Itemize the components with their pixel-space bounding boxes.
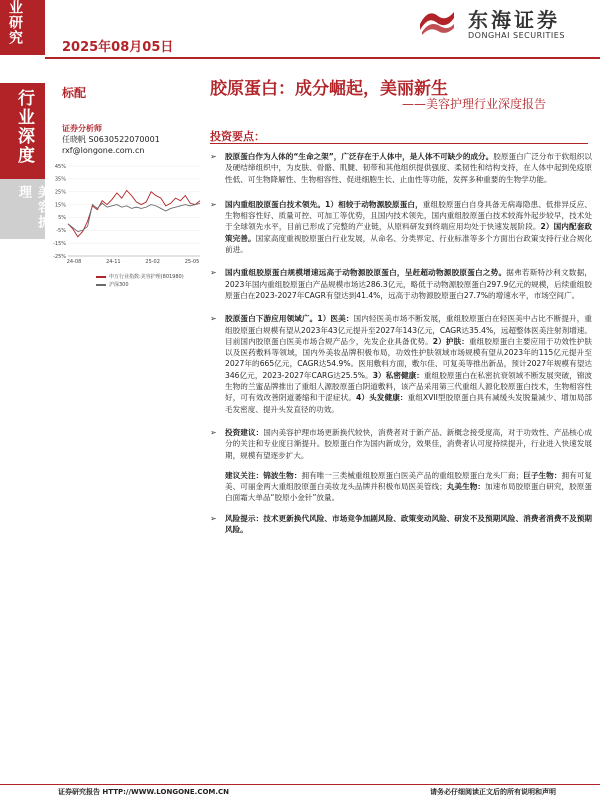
point-technology bbox=[210, 199, 592, 255]
header-divider bbox=[45, 57, 600, 59]
point-bold: 风险提示：技术更新换代风险、市场竞争加剧风险、政策变动风险、研发不及预期风险、消费者消费不及预期风险。 bbox=[225, 513, 592, 535]
point-text: 重组胶原蛋白自身具备无病毒隐患、低排异反应、生物相容性好、质量可控、可加工等优势，且国内技术领先，国内重组胶原蛋白技术较海外起步较早，技术处于全球领先水平，目前已形成了完整的产业链，从原料研发到终端应用均处于快速发展阶段。 bbox=[225, 199, 593, 232]
point-text: 据弗若斯特沙利文数据，2023年国内重组胶原蛋白产品规模市场达286.3亿元，略低于动物源胶原蛋白297.9亿元的规模，后续重组胶原蛋白在2023-2027年CAGR有望达到41.4%，远高于动物源胶原蛋白27.7%的增速水平，市场空间广。 bbox=[225, 268, 593, 300]
y-tick-label: 25% bbox=[54, 189, 66, 196]
index-performance-chart bbox=[48, 158, 208, 268]
logo-english-name: DONGHAI SECURITIES bbox=[468, 31, 565, 40]
point-definition bbox=[210, 151, 592, 185]
y-tick-label: 5% bbox=[58, 215, 66, 222]
sidebar-category-label: 行业深度 bbox=[14, 89, 34, 165]
point-text: 国内轻医美市场不断发展，重组胶原蛋白在轻医美中占比不断提升，重组胶原蛋白规模有望从2023年43亿元提升至2027年143亿元，CAGR达35.4%，远超整体医美注射剂增速。目前国内胶原蛋白医美市场合规产品少，先发企业具备优势。 bbox=[225, 314, 592, 346]
x-tick-label: 24-08 bbox=[66, 259, 82, 265]
y-tick-label: 35% bbox=[54, 176, 66, 183]
report-title: 胶原蛋白：成分崛起，美丽新生 bbox=[210, 79, 448, 99]
chart-legend bbox=[96, 273, 184, 289]
legend-swatch-industry bbox=[96, 276, 106, 278]
y-tick-label: 45% bbox=[54, 163, 66, 170]
point-text-3: 加速布局胶原蛋白研究，胶原蛋白面霜大单品“胶原小金针”放量。 bbox=[225, 482, 593, 503]
point-investment-advice bbox=[210, 427, 592, 461]
y-tick-label: 15% bbox=[54, 202, 66, 209]
industry-rating: 标配 bbox=[62, 86, 87, 100]
point-recommended-stocks bbox=[210, 470, 592, 504]
key-points-list bbox=[210, 151, 592, 535]
x-tick-label: 25-02 bbox=[145, 259, 160, 265]
analyst-email[interactable]: rxf@longone.com.cn bbox=[62, 146, 145, 155]
point-text: 拥有唯一三类械重组胶原蛋白医美产品的重组胶原蛋白龙头厂商； bbox=[301, 470, 524, 480]
point-bold: 国内重组胶原蛋白技术领先。1）相较于动物源胶原蛋白， bbox=[225, 199, 423, 209]
point-bold-2: 2）护肤： bbox=[432, 336, 469, 346]
point-text-2: 国家高度重视胶原蛋白行业发展，从命名、分类界定、行业标准等多个方面出台政策支持行业合规化前进。 bbox=[225, 233, 593, 255]
bullet-arrow-icon: ➢ bbox=[210, 314, 217, 324]
legend-label-industry: 申万行业指数:美容护理(801980) bbox=[109, 274, 184, 280]
legend-label-hs300: 沪深300 bbox=[109, 282, 129, 288]
y-tick-label: -5% bbox=[56, 228, 66, 235]
legend-swatch-hs300 bbox=[96, 284, 106, 286]
footer-divider bbox=[0, 784, 600, 785]
point-bold: 胶原蛋白下游应用领域广。1）医美： bbox=[225, 314, 354, 324]
x-tick-label: 25-05 bbox=[184, 259, 200, 265]
point-text-4: 重组XVII型胶原蛋白具有减缓头发脱量减少、增加局部毛发密度、提升头发直径的功效。 bbox=[225, 393, 592, 414]
sidebar-top-tab bbox=[0, 0, 45, 55]
point-market-size bbox=[210, 267, 592, 301]
y-tick-label: -15% bbox=[53, 240, 66, 247]
point-bold-2: 巨子生物： bbox=[523, 470, 562, 480]
sidebar-subcategory-label: 美容护理 bbox=[16, 185, 50, 230]
point-bold: 建议关注：锦波生物： bbox=[225, 470, 302, 480]
y-tick-label: -25% bbox=[53, 253, 66, 260]
key-points-divider bbox=[210, 143, 588, 144]
point-text: 国内美容护理市场更新换代较快，消费者对于新产品、新概念接受度高，对于功效性、产品核心成分的关注和专业度日渐提升。胶原蛋白作为国内新成分，效果佳，消费者认可度持续提升，行业进入快速发展期，规模有望逐步扩大。 bbox=[225, 427, 592, 460]
point-bold: 国内重组胶原蛋白规模增速远高于动物源胶原蛋白，呈赶超动物源胶原蛋白之势。 bbox=[225, 268, 507, 278]
legend-item-industry bbox=[96, 273, 184, 281]
analyst-label: 证券分析师 bbox=[62, 124, 102, 133]
bullet-arrow-icon: ➢ bbox=[210, 427, 217, 437]
logo-chinese-name: 东海证券 bbox=[468, 8, 560, 32]
point-text: 胶原蛋白广泛分布于软组织以及硬结缔组织中，为皮肤、骨骼、肌腱、韧带和其他组织提供强度、柔韧性和结构支持，在人体中起到免疫原性低、可生物降解性、生物相容性、促进细胞生长、止血性等功能，发挥多种重要的生物学功能。 bbox=[225, 152, 592, 184]
legend-item-hs300 bbox=[96, 281, 184, 289]
point-bold-2: 2）国内配套政策完善。 bbox=[225, 222, 592, 243]
point-bold: 投资建议： bbox=[225, 427, 264, 437]
footer-website[interactable]: 证券研究报告 HTTP://WWW.LONGONE.COM.CN bbox=[58, 788, 230, 796]
sidebar-category-tab bbox=[0, 83, 45, 179]
bullet-arrow-icon: ➢ bbox=[210, 513, 217, 523]
series-line-0 bbox=[68, 190, 200, 236]
point-text-2: 拥有可复美、可丽金两大重组胶原蛋白美妆龙头品牌并积极布局医美管线； bbox=[225, 470, 593, 492]
wave-logo-icon bbox=[418, 6, 456, 36]
company-logo bbox=[410, 2, 600, 46]
point-risk-warning bbox=[210, 513, 592, 536]
report-subtitle: ——美容护理行业深度报告 bbox=[402, 97, 547, 111]
bullet-arrow-icon: ➢ bbox=[210, 152, 217, 161]
sidebar-subcategory-tab bbox=[0, 179, 50, 239]
x-tick-label: 24-11 bbox=[106, 259, 121, 265]
point-text-2: 重组胶原蛋白主要应用于功效性护肤以及医药敷料等领域，国内外美妆品牌积极布局，功效性护肤领域市场规模有望从2023年的115亿元提升至2027年的665亿元，CAGR达54.9%。医用敷料方面，敷尔佳、可复美等推出新品，预计2027年规模有望达346亿元，2023-2027年CARG达25.5%。 bbox=[225, 336, 592, 380]
footer-disclaimer: 请务必仔细阅读正文后的所有说明和声明 bbox=[430, 788, 556, 796]
sidebar-top-label: 业研究 bbox=[7, 0, 23, 45]
bullet-arrow-icon: ➢ bbox=[210, 199, 217, 209]
point-bold: 胶原蛋白作为人体的“生命之架”，广泛存在于人体中，是人体不可缺少的成分。 bbox=[225, 152, 494, 161]
bullet-arrow-icon: ➢ bbox=[210, 268, 217, 278]
point-bold-3: 3）私密健康： bbox=[372, 370, 424, 380]
point-bold-3: 丸美生物： bbox=[446, 482, 486, 492]
point-bold-4: 4）头发健康： bbox=[355, 393, 408, 403]
key-points-heading: 投资要点： bbox=[210, 130, 265, 143]
analyst-name: 任晓帆 S0630522070001 bbox=[62, 135, 160, 144]
report-date: 2025年08月05日 bbox=[62, 40, 174, 55]
point-applications bbox=[210, 313, 592, 415]
point-text-3: 重组胶原蛋白在私密抗衰领域不断发展突破，锦波生物的兰蜜品牌推出了重组人源胶原蛋白阴道敷料，该产品采用第三代重组人源化胶原蛋白技术，生物相容性好，可有效改善阴道萎缩和干涩症状。 bbox=[225, 370, 592, 403]
